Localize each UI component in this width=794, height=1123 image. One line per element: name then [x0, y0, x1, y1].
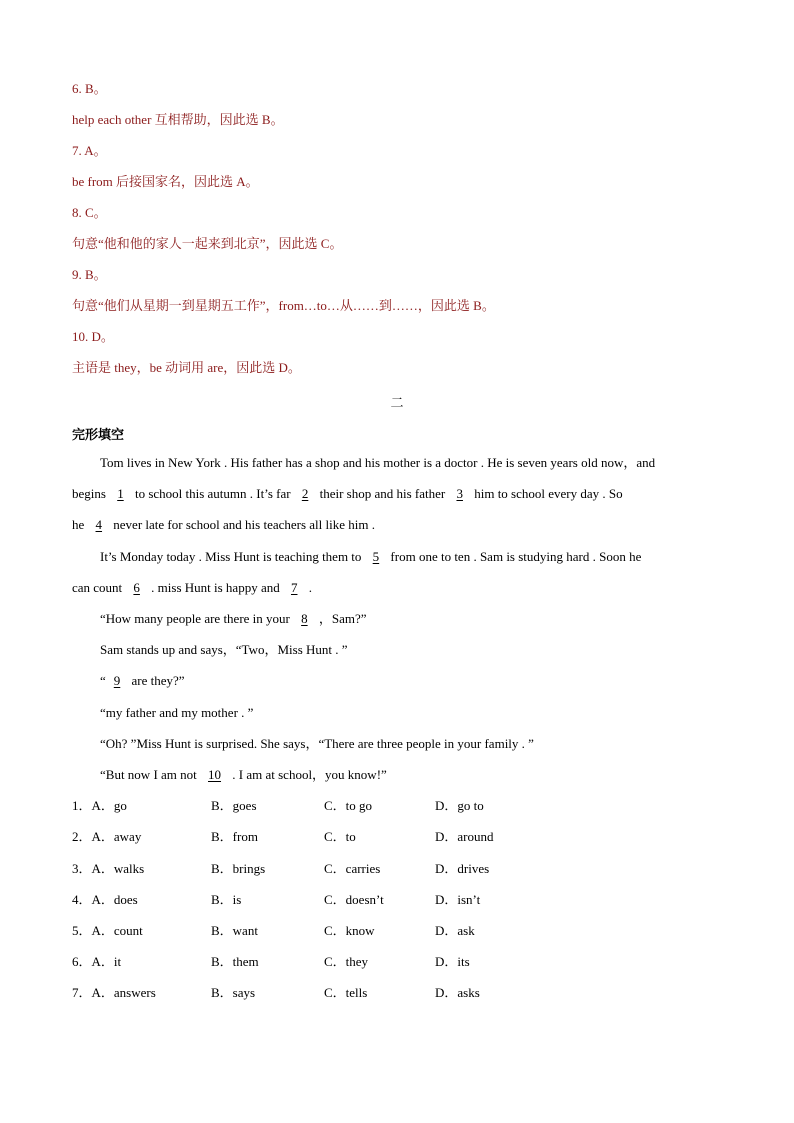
passage-text: begins — [72, 486, 110, 501]
answer-explanation-9: 句意“他们从星期一到星期五工作”，from…to…从……到……，因此选 B。 — [72, 298, 495, 313]
passage-line — [100, 672, 185, 690]
option-a: 7．A．answers — [72, 985, 156, 1000]
option-b: B．brings — [211, 861, 266, 876]
passage-text: “ — [100, 673, 106, 688]
option-d: D．asks — [435, 985, 480, 1000]
section-title: 完形填空 — [72, 427, 125, 442]
option-c: C．tells — [324, 985, 368, 1000]
answer-key-7: 7. A。 — [72, 143, 107, 158]
option-b: B．is — [211, 892, 242, 907]
passage-text: . — [305, 580, 312, 595]
passage-line: “my father and my mother . ” — [100, 705, 254, 720]
blank-1: 1 — [117, 486, 124, 501]
passage-text: . I am at school，you know!” — [229, 767, 387, 782]
passage-text: ，Sam?” — [315, 611, 367, 626]
option-b: B．want — [211, 923, 258, 938]
option-c: C．doesn’t — [324, 892, 384, 907]
answer-key-6: 6. B。 — [72, 81, 107, 96]
option-a: 3．A．walks — [72, 861, 145, 876]
answer-explanation-10: 主语是 they，be 动词用 are，因此选 D。 — [72, 360, 301, 375]
passage-text: It’s Monday today . Miss Hunt is teaching them to — [100, 549, 365, 564]
passage-text: are they?” — [128, 673, 185, 688]
option-d: D．isn’t — [435, 892, 481, 907]
blank-6: 6 — [133, 580, 140, 595]
option-c: C．carries — [324, 861, 381, 876]
answer-key-9: 9. B。 — [72, 267, 107, 282]
passage-text: “How many people are there in your — [100, 611, 294, 626]
passage-text: their shop and his father — [316, 486, 449, 501]
passage-text: from one to ten . Sam is studying hard . Soon he — [387, 549, 642, 564]
blank-5: 5 — [372, 549, 380, 564]
option-d: D．ask — [435, 923, 475, 938]
passage-text: he — [72, 517, 88, 532]
passage-line: Sam stands up and says，“Two，Miss Hunt . ” — [100, 642, 348, 657]
passage-text: never late for school and his teachers all like him . — [110, 517, 375, 532]
option-a: 5．A．count — [72, 923, 143, 938]
option-b: B．from — [211, 829, 258, 844]
blank-9: 9 — [113, 673, 121, 688]
option-d: D．its — [435, 954, 470, 969]
option-a: 4．A．does — [72, 892, 138, 907]
option-b: B．goes — [211, 798, 257, 813]
option-c: C．to — [324, 829, 356, 844]
option-a: 2．A．away — [72, 829, 142, 844]
answer-explanation-7: be from 后接国家名，因此选 A。 — [72, 174, 259, 189]
blank-8: 8 — [301, 611, 308, 626]
option-b: B．says — [211, 985, 256, 1000]
passage-line — [72, 579, 312, 597]
option-c: C．know — [324, 923, 375, 938]
passage-line — [100, 548, 641, 566]
passage-text: . miss Hunt is happy and — [147, 580, 283, 595]
option-a: 1．A．go — [72, 798, 127, 813]
blank-4: 4 — [95, 517, 103, 532]
option-d: D．drives — [435, 861, 490, 876]
passage-line: Tom lives in New York . His father has a shop and his mother is a doctor . He is seven years old now，and — [100, 455, 656, 470]
passage-line: “Oh? ”Miss Hunt is surprised. She says，“There are three people in your family . ” — [100, 736, 534, 751]
answer-key-10: 10. D。 — [72, 329, 114, 344]
answer-explanation-6: help each other 互相帮助，因此选 B。 — [72, 112, 284, 127]
passage-text: can count — [72, 580, 126, 595]
blank-10: 10 — [208, 767, 222, 782]
answer-explanation-8: 句意“他和他的家人一起来到北京”，因此选 C。 — [72, 236, 343, 251]
passage-line — [100, 610, 367, 628]
answer-key-8: 8. C。 — [72, 205, 107, 220]
option-c: C．they — [324, 954, 369, 969]
passage-line — [72, 516, 375, 534]
option-c: C．to go — [324, 798, 373, 813]
passage-line — [72, 485, 623, 503]
passage-text: “But now I am not — [100, 767, 201, 782]
passage-text: him to school every day . So — [470, 486, 623, 501]
passage-line — [100, 766, 387, 784]
blank-7: 7 — [290, 580, 298, 595]
option-a: 6．A．it — [72, 954, 122, 969]
option-b: B．them — [211, 954, 259, 969]
blank-3: 3 — [456, 486, 463, 501]
option-d: D．go to — [435, 798, 484, 813]
section-number: 二 — [390, 395, 404, 410]
option-d: D．around — [435, 829, 494, 844]
passage-text: to school this autumn . It’s far — [131, 486, 294, 501]
blank-2: 2 — [301, 486, 309, 501]
